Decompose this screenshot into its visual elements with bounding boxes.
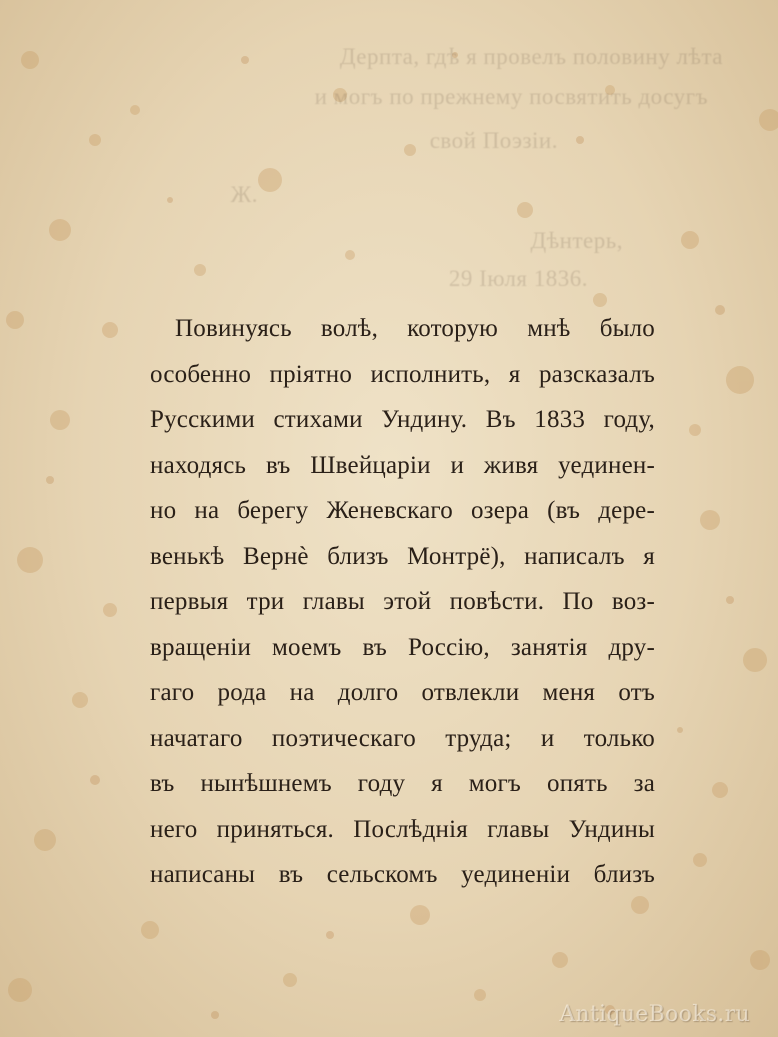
text-line: венькѣ Вернѐ близъ Монтрё), написалъ я: [150, 542, 655, 570]
text-line: вращеніи моемъ въ Россію, занятія дру-: [150, 633, 655, 661]
text-line: гаго рода на долго отвлекли меня отъ: [150, 679, 655, 706]
bleed-through-line: свой Поэзіи.: [429, 128, 558, 153]
bleed-through-line: Дерпта, гдѣ я провелъ половину лѣта: [339, 44, 723, 69]
bleed-through-line: Дѣнтерь,: [530, 228, 623, 253]
text-line: написаны въ сельскомъ уединеніи близъ: [150, 861, 655, 888]
text-line: въ нынѣшнемъ году я могъ опять за: [150, 770, 655, 797]
text-line: Повинуясь волѣ, которую мнѣ было: [175, 315, 655, 342]
watermark: AntiqueBooks.ru: [559, 1002, 750, 1027]
text-line: него приняться. Послѣднія главы Ундины: [150, 815, 655, 843]
bleed-through-line: и могъ по прежнему посвятить досугъ: [314, 84, 708, 109]
text-line: первыя три главы этой повѣсти. По воз-: [150, 588, 655, 615]
bleed-through-line: 29 Іюля 1836.: [448, 266, 588, 291]
text-line: но на берегу Женевскаго озера (въ дере-: [150, 497, 655, 524]
text-line: начатаго поэтическаго труда; и только: [150, 724, 655, 752]
bleed-through-line: Ж.: [230, 182, 258, 207]
text-line: находясь въ Швейцаріи и живя уединен-: [150, 451, 655, 479]
body-text: [150, 306, 655, 898]
text-line: особенно пріятно исполнить, я разсказалъ: [150, 360, 655, 388]
text-line: Русскими стихами Ундину. Въ 1833 году,: [150, 406, 655, 433]
